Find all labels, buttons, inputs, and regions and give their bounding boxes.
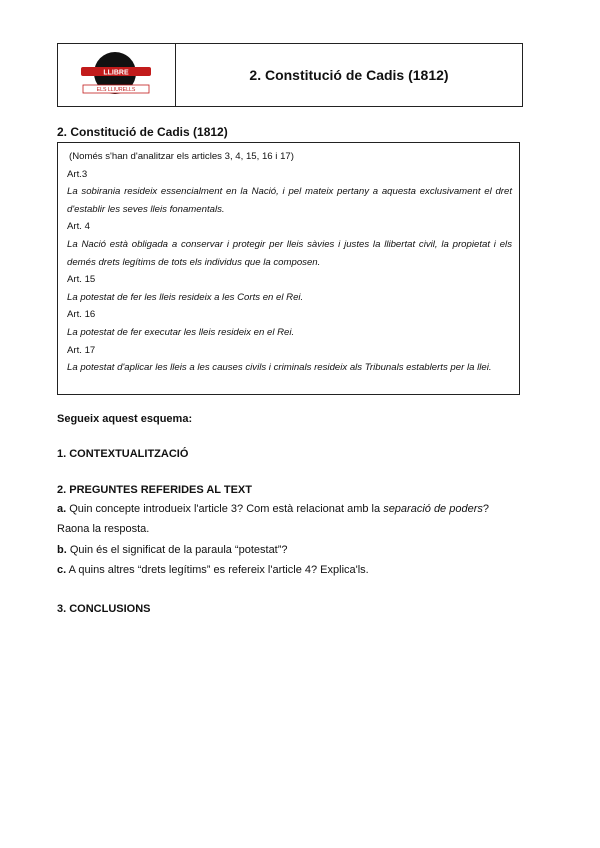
section-preguntes: 2. PREGUNTES REFERIDES AL TEXT [57, 484, 252, 496]
article-text: La Nació està obligada a conservar i protegir per lleis sàvies i justes la llibertat civil, la propietat i els demés drets legítims de tots els individus que la composen. [67, 238, 512, 268]
article-label: Art. 15 [67, 274, 96, 286]
question-c-label: c. [57, 563, 67, 576]
logo-cell [58, 44, 176, 106]
question-a-label: a. [57, 503, 67, 515]
article-label: Art.3 [67, 168, 88, 180]
question-c [57, 561, 517, 581]
logo-text: LLIBRE [102, 69, 129, 77]
question-b-text: Quin és el significat de la paraula “potestat”? [66, 544, 288, 556]
header-box [57, 43, 523, 107]
article-text: La sobirania resideix essencialment en la Nació, i pel mateix pertany a aquesta exclusivament el dret d'establir les seves lleis fonamentals. [67, 186, 512, 215]
section-contextualitzacio: 1. CONTEXTUALITZACIÓ [57, 448, 189, 460]
article-label: Art. 16 [67, 309, 96, 321]
analysis-note: (Només s'han d'analitzar els articles 3, 4, 15, 16 i 17) [69, 151, 294, 162]
logo-subtitle: ELS LLIURELLS [96, 87, 135, 94]
section-title: 2. Constitució de Cadis (1812) [57, 125, 228, 139]
section-conclusions: 3. CONCLUSIONS [57, 603, 151, 615]
question-b-label: b. [57, 544, 67, 556]
questions-list [57, 500, 517, 580]
question-a-text-1: Quin concepte introdueix l'article 3? Com està relacionat amb la [66, 503, 384, 515]
article-text: La potestat d'aplicar les lleis a les causes civils i criminals resideix als Tribunals establerts per la llei. [67, 362, 492, 374]
question-b [57, 541, 517, 561]
article-text: La potestat de fer les lleis resideix a les Corts en el Rei. [67, 291, 304, 303]
school-logo [75, 49, 159, 101]
source-text-box [57, 142, 520, 395]
question-a [57, 500, 517, 539]
article-text: La potestat de fer executar les lleis resideix en el Rei. [67, 326, 295, 338]
scheme-heading: Segueix aquest esquema: [57, 413, 193, 425]
question-a-text-2: ? Raona la resposta. [57, 503, 489, 535]
article-label: Art. 4 [67, 221, 90, 233]
article-label: Art. 17 [67, 344, 96, 356]
header-title: 2. Constitució de Cadis (1812) [249, 67, 449, 83]
question-a-italic: separació de poders [383, 503, 483, 515]
question-c-text: A quins altres “drets legítims” es refereix l'article 4? Explica'ls. [66, 563, 369, 576]
